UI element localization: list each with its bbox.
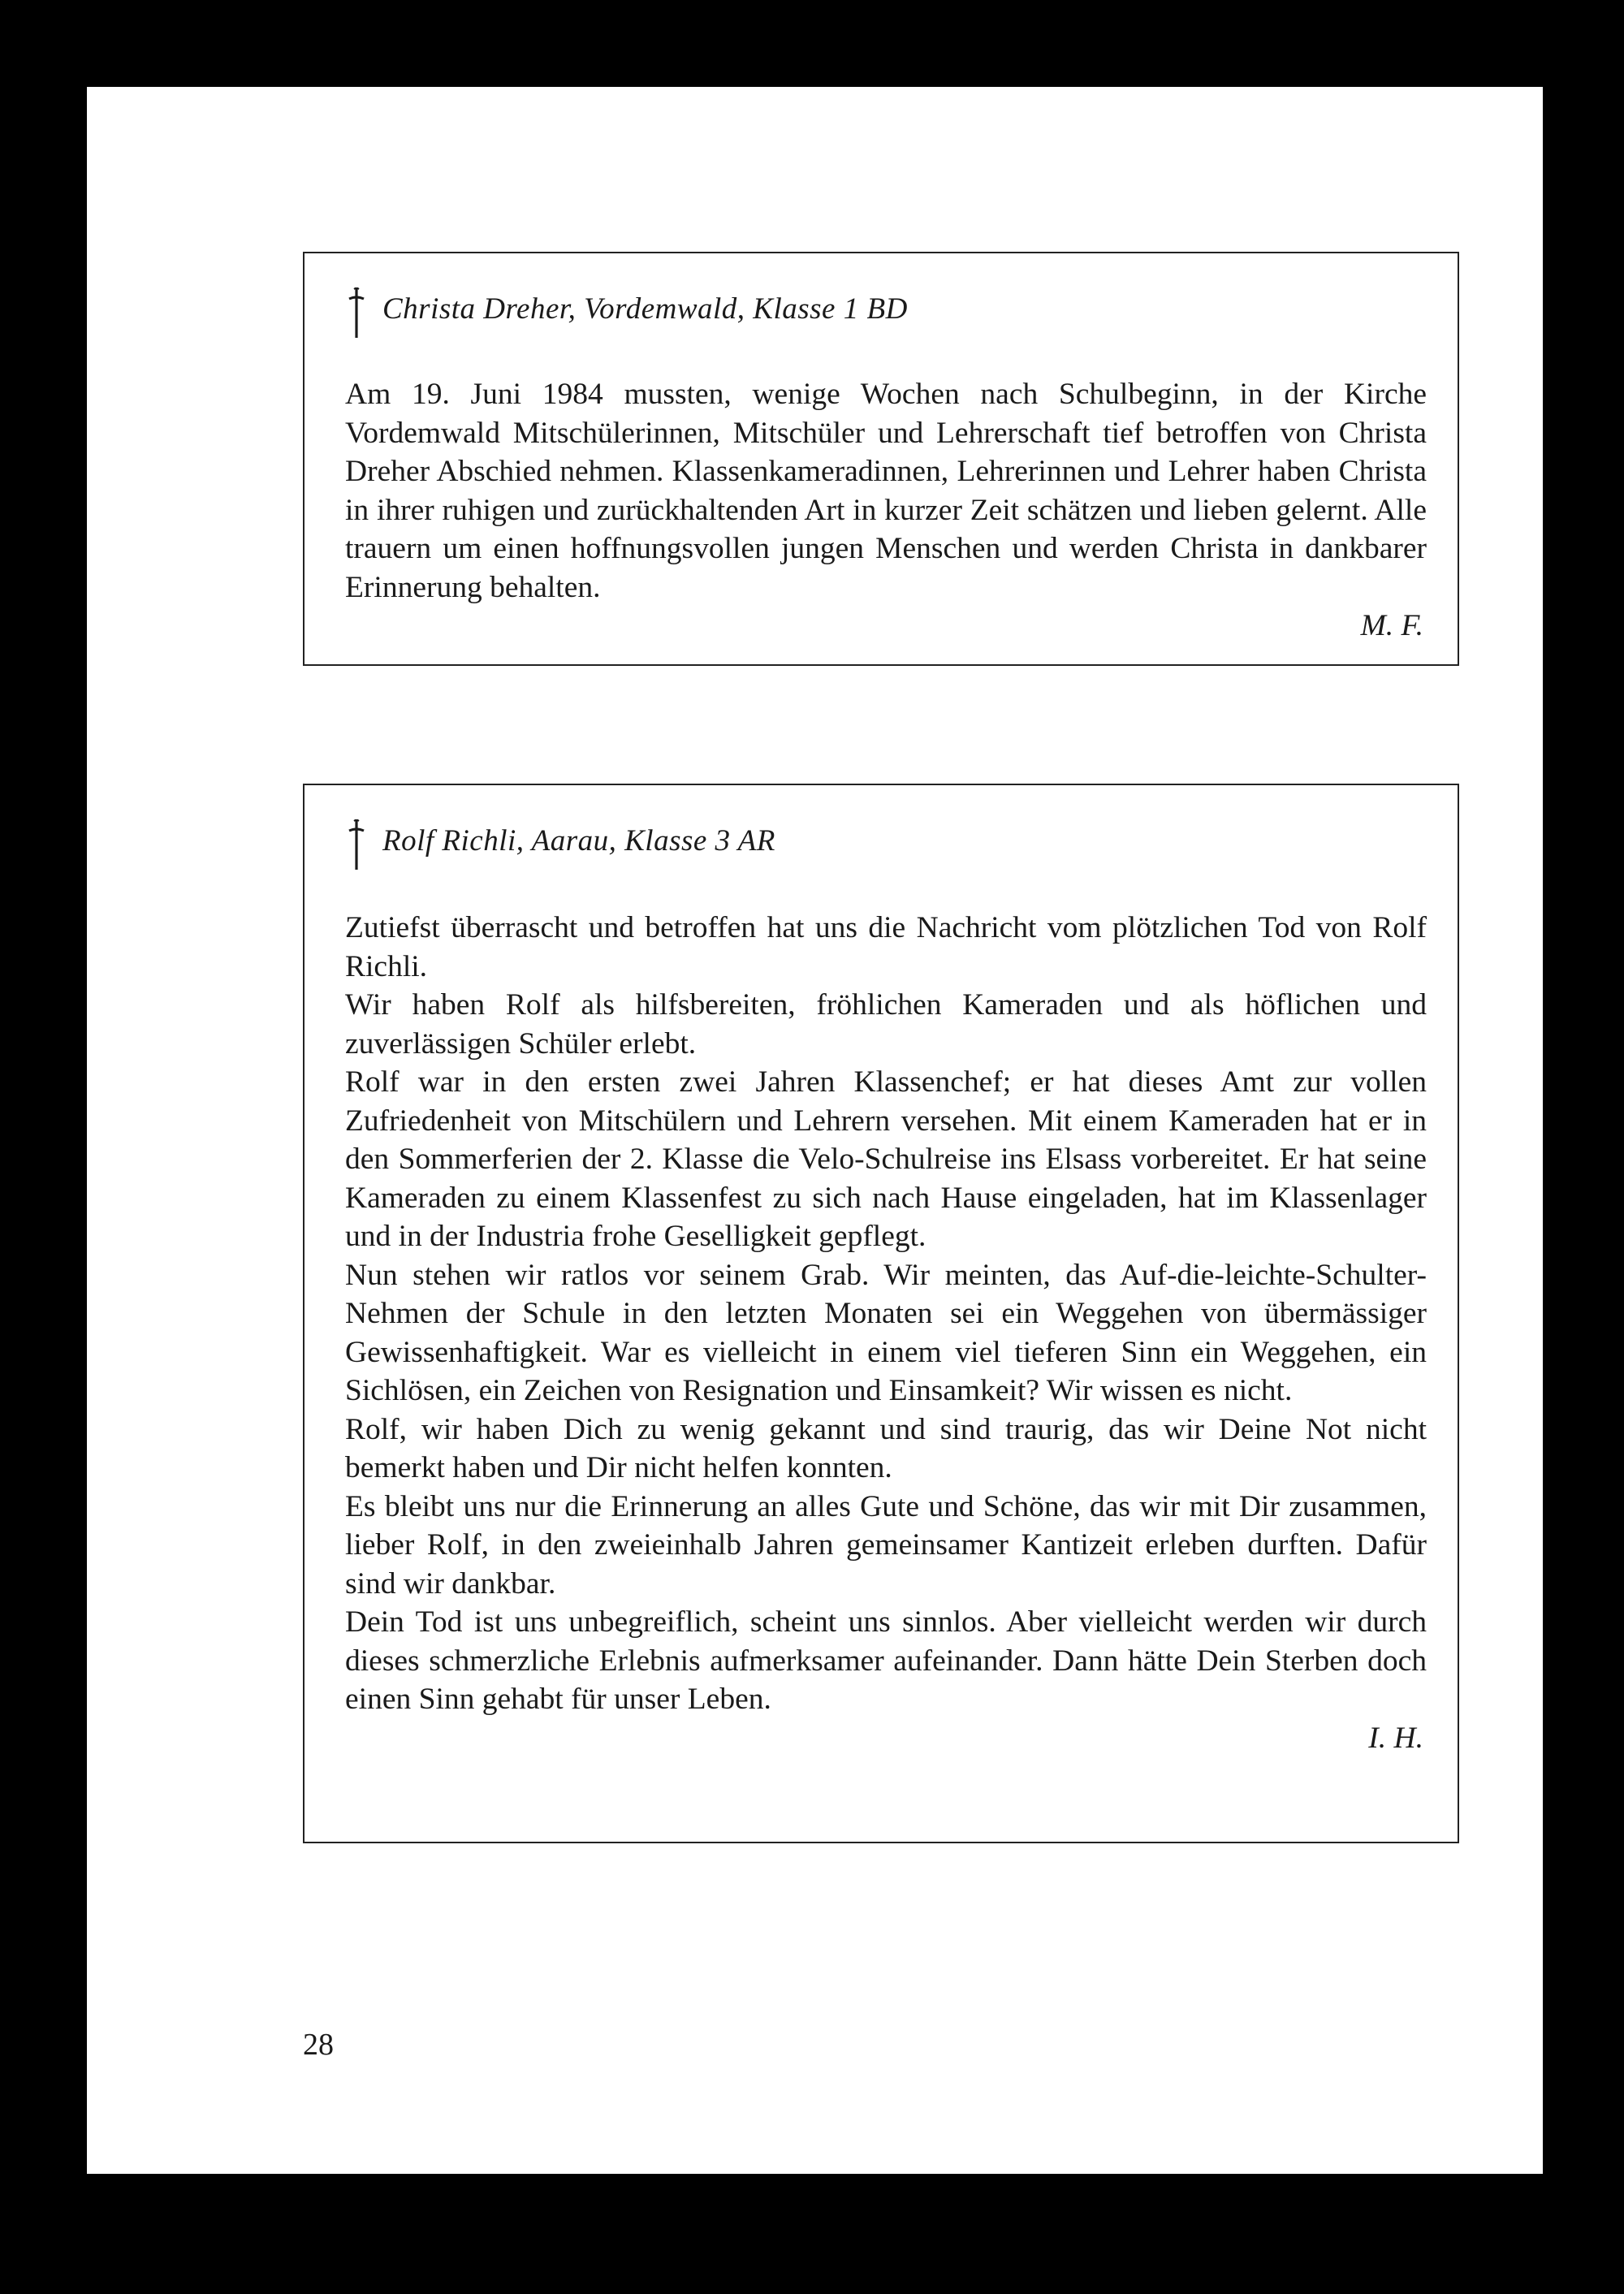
obituary-paragraph: Rolf, wir haben Dich zu wenig gekannt und sind traurig, das wir Deine Not nicht bemerkt haben und Dir nicht helfen konnten. <box>345 1412 1427 1484</box>
obituary-paragraph: Am 19. Juni 1984 mussten, wenige Wochen nach Schulbeginn, in der Kirche Vordemwald Mitschülerinnen, Mitschüler und Lehrerschaft tief betroffen von Christa Dreher Abschied nehmen. Klassenkameradinnen, Lehrerinnen und Lehrer haben Christa in ihrer ruhigen und zurückhaltenden Art in kurzer Zeit schätzen und lieben gelernt. Alle trauern um einen hoffnungsvollen jungen Menschen und werden Christa in dankbarer Erinnerung behalten. <box>345 378 1427 604</box>
obituary-heading <box>348 819 775 870</box>
obituary-paragraph: Wir haben Rolf als hilfsbereiten, fröhlichen Kameraden und als höflichen und zuverlässigen Schüler erlebt. <box>345 988 1427 1061</box>
obituary-paragraph: Nun stehen wir ratlos vor seinem Grab. Wir meinten, das Auf-die-leichte-Schulter-Nehmen der Schule in den letzten Monaten sei ein Weggehen von übermässiger Gewissenhaftigkeit. War es vielleicht in einem viel tieferen Sinn ein Weggehen, ein Sichlösen, ein Zeichen von Resignation und Einsamkeit? Wir wissen es nicht. <box>345 1258 1427 1407</box>
obituary-paragraph: Rolf war in den ersten zwei Jahren Klassenchef; er hat dieses Amt zur vollen Zufriedenheit von Mitschülern und Lehrern versehen. Mit einem Kameraden hat er in den Sommerferien der 2. Klasse die Velo-Schulreise ins Elsass vorbereitet. Er hat seine Kameraden zu einem Klassenfest zu sich nach Hause eingeladen, hat im Klassenlager und in der Industria frohe Geselligkeit gepflegt. <box>345 1065 1427 1253</box>
obituary-heading <box>348 287 908 338</box>
obituary-body <box>345 375 1427 646</box>
page-number: 28 <box>303 2028 334 2062</box>
obituary-signature: M. F. <box>1360 609 1423 642</box>
document-page <box>87 87 1543 2174</box>
obituary-signature: I. H. <box>1368 1721 1423 1755</box>
obituary-body <box>345 909 1427 1757</box>
obituary-paragraph: Es bleibt uns nur die Erinnerung an alles Gute und Schöne, das wir mit Dir zusammen, lieber Rolf, in den zweieinhalb Jahren gemeinsamer Kantizeit erleben durften. Dafür sind wir dankbar. <box>345 1489 1427 1601</box>
obituary-paragraph: Zutiefst überrascht und betroffen hat uns die Nachricht vom plötzlichen Tod von Rolf Richli. <box>345 911 1427 983</box>
obituary-box-rolf-richli <box>303 784 1459 1843</box>
obituary-heading-text: Christa Dreher, Vordemwald, Klasse 1 BD <box>382 292 908 326</box>
obituary-box-christa-dreher <box>303 252 1459 666</box>
cross-icon <box>348 819 365 870</box>
obituary-paragraph: Dein Tod ist uns unbegreiflich, scheint uns sinnlos. Aber vielleicht werden wir durch dieses schmerzliche Erlebnis aufmerksamer aufeinander. Dann hätte Dein Sterben doch einen Sinn gehabt für unser Leben. <box>345 1605 1427 1716</box>
obituary-heading-text: Rolf Richli, Aarau, Klasse 3 AR <box>382 824 775 858</box>
cross-icon <box>348 287 365 338</box>
